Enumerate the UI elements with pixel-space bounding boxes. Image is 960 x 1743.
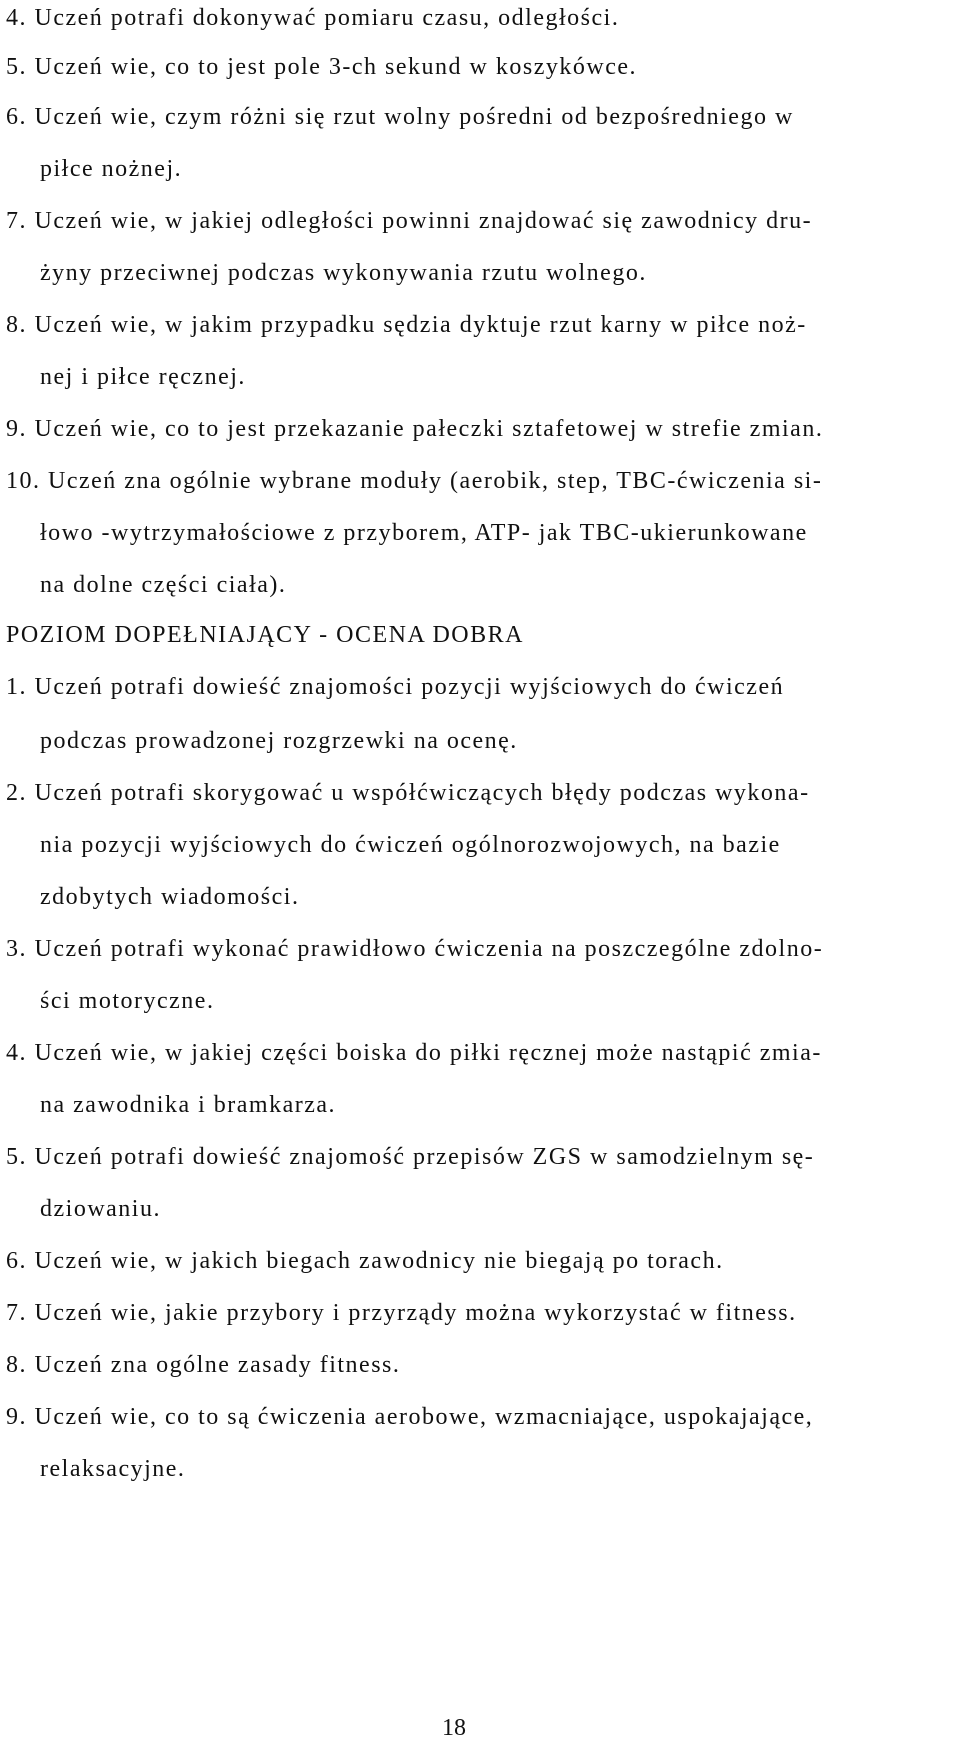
list-item-line: 10. Uczeń zna ogólnie wybrane moduły (aerobik, step, TBC-ćwiczenia si- [6,468,823,494]
page-number: 18 [442,1715,466,1741]
list-item-line: 5. Uczeń potrafi dowieść znajomość przepisów ZGS w samodzielnym sę- [6,1144,815,1170]
list-item-line: 6. Uczeń wie, w jakich biegach zawodnicy nie biegają po torach. [6,1248,724,1274]
list-item-line: 1. Uczeń potrafi dowieść znajomości pozycji wyjściowych do ćwiczeń [6,674,785,700]
list-item-line: łowo -wytrzymałościowe z przyborem, ATP- jak TBC-ukierunkowane [40,520,808,546]
list-item-line: 9. Uczeń wie, co to jest przekazanie pałeczki sztafetowej w strefie zmian. [6,416,824,442]
list-item-line: ści motoryczne. [40,988,215,1014]
list-item-line: 7. Uczeń wie, w jakiej odległości powinni znajdować się zawodnicy dru- [6,208,813,234]
list-item-line: na dolne części ciała). [40,572,287,598]
list-item-line: 6. Uczeń wie, czym różni się rzut wolny pośredni od bezpośredniego w [6,104,794,130]
list-item-line: 2. Uczeń potrafi skorygować u współćwiczących błędy podczas wykona- [6,780,810,806]
list-item-line: 8. Uczeń wie, w jakim przypadku sędzia dyktuje rzut karny w piłce noż- [6,312,807,338]
list-item-line: 9. Uczeń wie, co to są ćwiczenia aerobowe, wzmacniające, uspokajające, [6,1404,814,1430]
list-item-line: 3. Uczeń potrafi wykonać prawidłowo ćwiczenia na poszczególne zdolno- [6,936,824,962]
list-item-line: zdobytych wiadomości. [40,884,300,910]
list-item-line: 5. Uczeń wie, co to jest pole 3-ch sekund w koszykówce. [6,54,638,80]
list-item-line: piłce nożnej. [40,156,183,182]
list-item-line: podczas prowadzonej rozgrzewki na ocenę. [40,728,518,754]
list-item-line: żyny przeciwnej podczas wykonywania rzutu wolnego. [40,260,647,286]
list-item-line: nia pozycji wyjściowych do ćwiczeń ogólnorozwojowych, na bazie [40,832,781,858]
list-item-line: 4. Uczeń wie, w jakiej części boiska do piłki ręcznej może nastąpić zmia- [6,1040,822,1066]
section-heading: POZIOM DOPEŁNIAJĄCY - OCENA DOBRA [6,622,524,648]
list-item-line: nej i piłce ręcznej. [40,364,246,390]
list-item-line: relaksacyjne. [40,1456,186,1482]
list-item-line: 8. Uczeń zna ogólne zasady fitness. [6,1352,401,1378]
list-item-line: na zawodnika i bramkarza. [40,1092,337,1118]
list-item-line: 7. Uczeń wie, jakie przybory i przyrządy można wykorzystać w fitness. [6,1300,797,1326]
list-item-line: dziowaniu. [40,1196,161,1222]
list-item-line: 4. Uczeń potrafi dokonywać pomiaru czasu, odległości. [6,5,620,31]
